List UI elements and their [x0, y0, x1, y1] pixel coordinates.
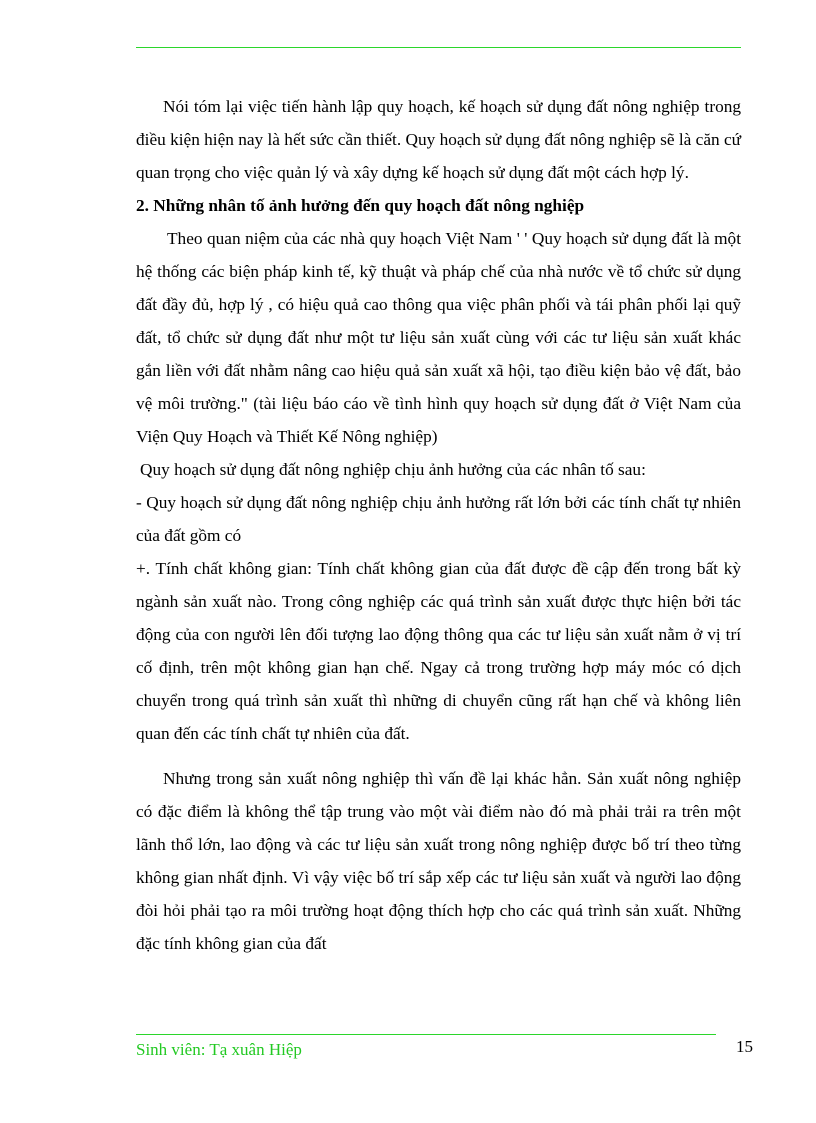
paragraph-natural-properties: - Quy hoạch sử dụng đất nông nghiệp chịu ảnh hưởng rất lớn bởi các tính chất tự nhiên của đất gồm có: [136, 493, 741, 545]
document-body: [136, 90, 741, 960]
page-number: 15: [736, 1037, 753, 1056]
footer-author: Sinh viên: Tạ xuân Hiệp: [136, 1040, 302, 1059]
paragraph-factors-intro: Quy hoạch sử dụng đất nông nghiệp chịu ảnh hưởng của các nhân tố sau:: [140, 460, 646, 479]
section-heading: 2. Những nhân tố ảnh hưởng đến quy hoạch đất nông nghiệp: [136, 196, 585, 215]
header-rule: [136, 47, 741, 48]
paragraph-spatial-property: +. Tính chất không gian: Tính chất không gian của đất được đề cập đến trong bất kỳ ngành sản xuất nào. Trong công nghiệp các quá trình sản xuất được thực hiện bởi tác động của con người lên đối tượng lao động thông qua các tư liệu sản xuất nằm ở vị trí cố định, trên một không gian hạn chế. Ngay cả trong trường hợp máy móc có dịch chuyển trong quá trình sản xuất thì những di chuyển cũng rất hạn chế và không liên quan đến các tính chất tự nhiên của đất.: [136, 559, 741, 743]
paragraph-definition: Theo quan niệm của các nhà quy hoạch Việt Nam ' ' Quy hoạch sử dụng đất là một hệ thống các biện pháp kinh tế, kỹ thuật và pháp chế của nhà nước về tổ chức sử dụng đất đầy đủ, hợp lý , có hiệu quả cao thông qua việc phân phối và tái phân phối lại quỹ đất, tổ chức sử dụng đất như một tư liệu sản xuất cùng với các tư liệu sản xuất khác gắn liền với đất nhằm nâng cao hiệu quả sản xuất xã hội, tạo điều kiện bảo vệ đất, bảo vệ môi trường." (tài liệu báo cáo về tình hình quy hoạch sử dụng đất ở Việt Nam của Viện Quy Hoạch và Thiết Kế Nông nghiệp): [136, 229, 741, 446]
paragraph-conclusion: Nói tóm lại việc tiến hành lập quy hoạch, kế hoạch sử dụng đất nông nghiệp trong điều kiện hiện nay là hết sức cần thiết. Quy hoạch sử dụng đất nông nghiệp sẽ là căn cứ quan trọng cho việc quản lý và xây dựng kế hoạch sử dụng đất một cách hợp lý.: [136, 97, 741, 182]
footer-rule: [136, 1034, 716, 1035]
paragraph-agriculture: Nhưng trong sản xuất nông nghiệp thì vấn đề lại khác hẳn. Sản xuất nông nghiệp có đặc điểm là không thể tập trung vào một vài điểm nào đó mà phải trải ra trên một lãnh thổ lớn, lao động và các tư liệu sản xuất trong nông nghiệp được bố trí theo từng không gian nhất định. Vì vậy việc bố trí sắp xếp các tư liệu sản xuất và người lao động đòi hỏi phải tạo ra môi trường hoạt động thích hợp cho các quá trình sản xuất. Những đặc tính không gian của đất: [136, 769, 741, 953]
